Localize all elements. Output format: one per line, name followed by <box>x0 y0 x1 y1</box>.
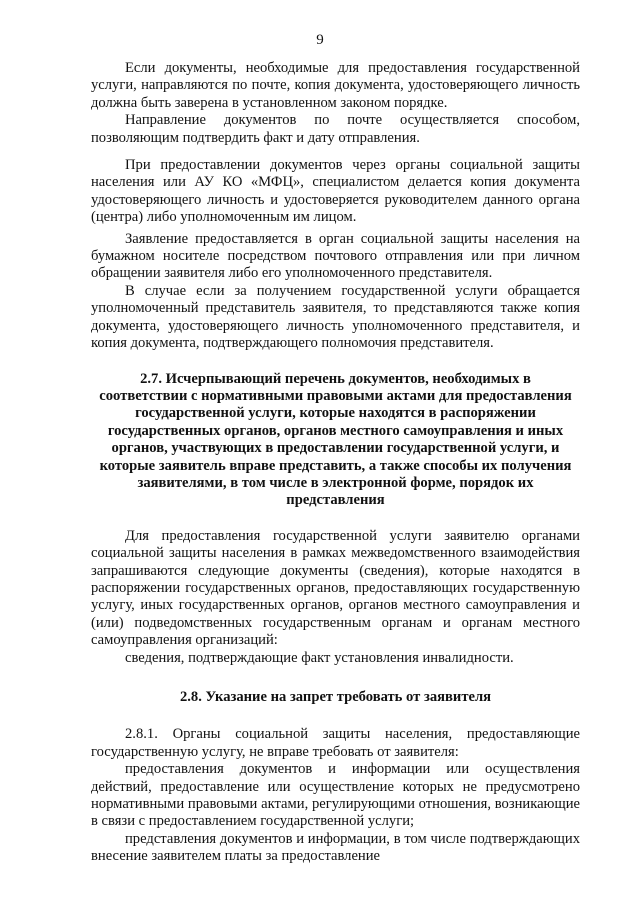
paragraph: Если документы, необходимые для предоставления государственной услуги, направляются по почте, копия документа, удостоверяющего личность должна быть заверена в установленном законом порядке. <box>91 60 580 111</box>
page-content <box>91 60 580 866</box>
paragraph: 2.8.1. Органы социальной защиты населения, предоставляющие государственную услугу, не вправе требовать от заявителя: <box>91 726 580 760</box>
paragraph: предоставления документов и информации или осуществления действий, предоставление или осуществление которых не предусмотрено нормативными правовыми актами, регулирующими отношения, возникающие в связи с предоставлением государственной услуги; <box>91 761 580 830</box>
section-heading-2-7: 2.7. Исчерпывающий перечень документов, необходимых в соответствии с нормативными правовыми актами для предоставления государственной услуги, которые находятся в распоряжении государственных органов, органов местного самоуправления и иных органов, участвующих в предоставлении государственной услуги, и которые заявитель вправе представить, а также способы их получения заявителями, в том числе в электронной форме, порядок их представления <box>99 370 572 509</box>
section-heading-2-8: 2.8. Указание на запрет требовать от заявителя <box>179 689 492 705</box>
page-number: 9 <box>316 32 324 48</box>
paragraph: При предоставлении документов через органы социальной защиты населения или АУ КО «МФЦ», специалистом делается копия документа удостоверяющего личность и удостоверяется руководителем данного органа (центра) либо уполномоченным им лицом. <box>91 157 580 226</box>
paragraph: представления документов и информации, в том числе подтверждающих внесение заявителем платы за предоставление <box>91 830 580 865</box>
paragraph: сведения, подтверждающие факт установления инвалидности. <box>125 649 514 666</box>
paragraph: Направление документов по почте осуществляется способом, позволяющим подтвердить факт и дату отправления. <box>91 112 580 146</box>
paragraph: В случае если за получением государственной услуги обращается уполномоченный представитель заявителя, то представляются также копия документа, удостоверяющего личность уполномоченного представителя, и копия документа, подтверждающего полномочия представителя. <box>91 282 580 352</box>
paragraph: Для предоставления государственной услуги заявителю органами социальной защиты населения в рамках межведомственного взаимодействия запрашиваются следующие документы (сведения), которые находятся в распоряжении государственных органов, предоставляющих государственную услугу, иных государственных органов, органов местного самоуправления и (или) подведомственных государственным органам и органам местного самоуправления организаций: <box>91 527 580 649</box>
paragraph: Заявление предоставляется в орган социальной защиты населения на бумажном носителе посредством почтового отправления или при личном обращении заявителя либо его уполномоченного представителя. <box>91 230 580 282</box>
